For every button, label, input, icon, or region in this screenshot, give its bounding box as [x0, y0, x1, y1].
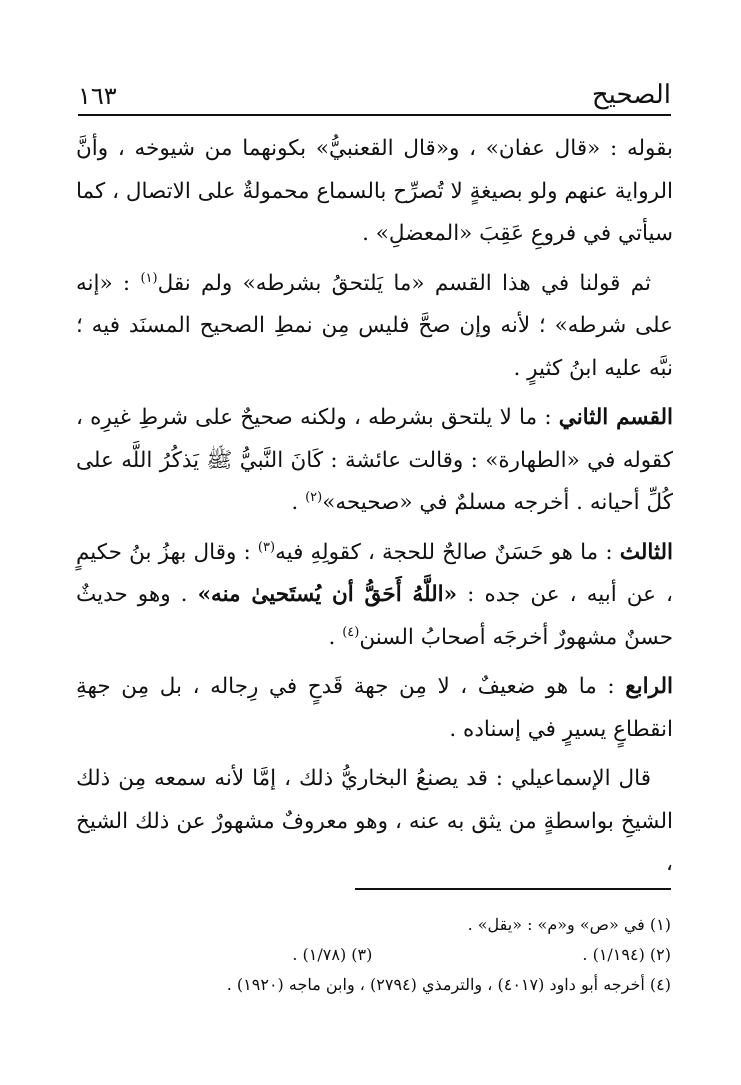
paragraph-3-text: : ما لا يلتحق بشرطه ، ولكنه صحيحٌ على شرطِ غيرِه ، كقوله في «الطهارة» : وقالت عائشة : كَانَ النَّبيُّ ﷺ يَذكُرُ اللَّه على كُلِّ أحيانه . أخرجه مسلمٌ في «صحيحه»: [76, 405, 673, 515]
footnote-4: [76, 970, 671, 1000]
paragraph-1-text: بقوله : «قال عفان» ، و«قال القعنبيُّ» بكونهما من شيوخه ، وأنَّ الرواية عنهم ولو بصيغةٍ لا تُصرِّح بالسماع محمولةٌ على الاتصال ، كما سيأتي في فروعِ عَقِبَ «المعضلِ» .: [76, 136, 673, 246]
footnote-ref-4: (٤): [342, 624, 360, 640]
paragraph-4-text: : ما هو حَسَنٌ صالحٌ للحجة ، كقولِهِ فيه: [275, 539, 620, 565]
paragraph-4-end: .: [328, 624, 343, 650]
paragraph-2-text: ثم قولنا في هذا القسم «ما يَلتحقُ بشرطه» ولم نقل: [157, 270, 651, 296]
footnote-ref-1: (١): [140, 270, 158, 286]
section-label-third: الثالث: [619, 539, 673, 565]
footnote-2-3: [76, 940, 671, 970]
hadith-quote: «اللَّهُ أَحَقُّ أن يُستَحيىٰ منه»: [197, 582, 458, 607]
footnote-divider: [355, 888, 671, 890]
footnote-gap: [372, 940, 582, 970]
section-label-second: القسم الثاني: [558, 405, 673, 430]
footnote-ref-3: (٣): [257, 539, 276, 555]
footnote-3-text: (٣) (١/٧٨) .: [292, 945, 373, 964]
paragraph-6: [76, 758, 673, 886]
paragraph-4-text-mid: : وقال بهزُ بنُ حكيمٍ ، عن أبيه ، عن جده :: [76, 539, 673, 607]
running-title: الصحيح: [591, 80, 671, 110]
footnote-ref-2: (٢): [305, 489, 323, 505]
section-label-fourth: الرابع: [625, 674, 673, 699]
paragraph-5: [76, 666, 673, 751]
paragraph-3: [76, 397, 673, 525]
paragraph-4-text-mid2: . وهو حديثٌ حسنٌ مشهورٌ أخرجَه أصحابُ السنن: [76, 582, 673, 650]
footnote-1: [76, 910, 671, 940]
paragraph-2: [76, 263, 673, 391]
footnote-2-text: (٢) (١/١٩٤) .: [582, 945, 671, 964]
footnotes: [76, 910, 671, 1000]
paragraph-2-text-cont: : «إنه على شرطه» ؛ لأنه وإن صحَّ فليس مِن نمطِ الصحيح المسنَد فيه ؛ نبَّه عليه ابنُ كثيرٍ .: [76, 270, 673, 381]
page-number: ١٦٣: [78, 82, 117, 110]
paragraph-1: [76, 128, 673, 256]
main-text: [76, 128, 673, 893]
paragraph-5-text: : ما هو ضعيفٌ ، لا مِن جهة قَدحٍ في رِجاله ، بل مِن جهةِ انقطاعٍ يسيرٍ في إسناده .: [76, 674, 673, 742]
paragraph-4: [76, 532, 673, 660]
footnote-1-text: (١) في «ص» و«م» : «يقل» .: [467, 915, 671, 934]
paragraph-6-text: قال الإسماعيلي : قد يصنعُ البخاريُّ ذلك ، إمَّا لأنه سمعه مِن ذلك الشيخِ بواسطةٍ من يثق به عنه ، وهو معروفٌ مشهورٌ عن ذلك الشيخ ،: [76, 766, 673, 876]
running-header: [78, 70, 671, 116]
paragraph-3-end: .: [291, 490, 306, 515]
footnote-4-text: (٤) أخرجه أبو داود (٤٠١٧) ، والترمذي (٢٧٩٤) ، وابن ماجه (١٩٢٠) .: [226, 975, 671, 994]
